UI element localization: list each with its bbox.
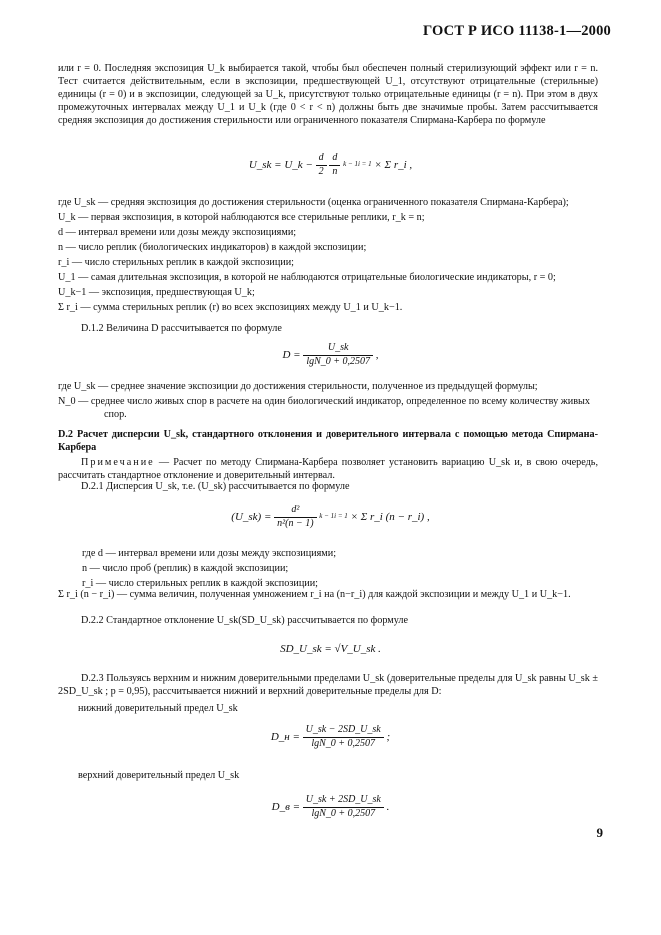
def-item: n — число проб (реплик) в каждой экспозиции; xyxy=(82,563,289,575)
def-item: U_k — первая экспозиция, в которой наблюдаются все стерильные реплики, r_k = n; xyxy=(58,212,425,224)
def-item: где U_sk — среднее значение экспозиции до достижения стерильности, полученное из предыдущей формулы; xyxy=(58,381,538,392)
sum-top: k − 1 xyxy=(319,512,335,521)
def-item: U_1 — самая длительная экспозиция, в которой не наблюдаются отрицательные биологические индикаторы, r = 0; xyxy=(58,272,556,284)
formula-d xyxy=(0,342,661,369)
def-item: где U_sk — средняя экспозиция до достижения стерильности (оценка ограниченного показателя Спирмана-Карбера); xyxy=(58,197,569,208)
formula-usk xyxy=(0,152,661,179)
formula-d-den: lgN_0 + 0,2507 xyxy=(306,355,371,367)
formula-variance-frac xyxy=(274,504,316,531)
formula-usk-frac1 xyxy=(316,152,327,179)
formula-upper-lhs: D_в = xyxy=(271,800,301,813)
sum-bottom: i = 1 xyxy=(357,160,372,169)
d22-paragraph: D.2.2 Стандартное отклонение U_sk(SD_U_sk) рассчитывается по формуле xyxy=(81,615,409,626)
formula-lower xyxy=(0,724,661,751)
formula-d-num: U_sk xyxy=(303,342,373,356)
upper-limit-label: верхний доверительный предел U_sk xyxy=(78,770,240,781)
formula-sd: SD_U_sk = √V_U_sk . xyxy=(280,643,381,655)
formula-variance-sum-limits xyxy=(319,513,348,521)
frac1-num: d xyxy=(316,152,327,166)
d12-paragraph: D.1.2 Величина D рассчитывается по формуле xyxy=(81,323,282,334)
note-paragraph xyxy=(58,456,598,482)
section-d2-heading: D.2 Расчет дисперсии U_sk, стандартного отклонения и доверительного интервала с помощью метода Спирмана-Карбера xyxy=(58,429,598,454)
lower-limit-label: нижний доверительный предел U_sk xyxy=(78,703,238,714)
formula-d-frac xyxy=(303,342,373,369)
formula-upper-den: lgN_0 + 0,2507 xyxy=(311,807,376,819)
d21-paragraph: D.2.1 Дисперсия U_sk, т.е. (U_sk) рассчитывается по формуле xyxy=(81,481,350,492)
note-label: Примечание xyxy=(81,457,155,468)
formula-variance-den: n²(n − 1) xyxy=(277,517,314,529)
def-item: d — интервал времени или дозы между экспозициями; xyxy=(58,227,297,239)
formula-variance xyxy=(0,504,661,531)
formula-upper-num: U_sk + 2SD_U_sk xyxy=(303,794,384,808)
formula-lower-lhs: D_н = xyxy=(270,730,300,743)
frac2-den: n xyxy=(332,165,338,177)
standard-header: ГОСТ Р ИСО 11138-1—2000 xyxy=(422,23,611,39)
frac1-den: 2 xyxy=(318,165,324,177)
definitions-2 xyxy=(58,380,598,423)
def-item: U_k−1 — экспозиция, предшествующая U_k; xyxy=(58,287,255,299)
formula-variance-tail: × Σ r_i (n − r_i) , xyxy=(350,510,430,523)
sum-top: k − 1 xyxy=(343,160,358,169)
def-item: Σ r_i — сумма стерильных реплик (r) во всех экспозициях между U_1 и U_k−1. xyxy=(58,302,403,314)
frac2-num: d xyxy=(329,152,340,166)
sum-bottom: i = 1 xyxy=(334,512,348,521)
def-item: где d — интервал времени или дозы между экспозициями; xyxy=(82,548,337,559)
formula-upper-frac xyxy=(303,794,384,821)
page-number: 9 xyxy=(596,825,603,840)
formula-d-tail: , xyxy=(375,348,379,361)
formula-upper-tail: . xyxy=(386,800,390,813)
def-item: N_0 — среднее число живых спор в расчете на один биологический индикатор, определенное по всему количеству живых спор. xyxy=(58,396,590,421)
formula-lower-tail: ; xyxy=(386,730,391,743)
formula-usk-tail: × Σ r_i , xyxy=(374,158,413,171)
formula-usk-frac2 xyxy=(329,152,340,179)
definitions-3-sum: Σ r_i (n − r_i) — сумма величин, полученная умножением r_i на (n−r_i) для каждой экспозиции и между U_1 и U_k−1. xyxy=(58,589,571,600)
intro-paragraph: или r = 0. Последняя экспозиция U_k выбирается такой, чтобы был обеспечен полный стерилизующий эффект или r = n. Тест считается действительным, если в экспозиции, предшествующей U_1, отсутствуют отрицательные (стерильные) единицы (r = 0) и в экспозиции, следующей за U_k, присутствуют только отрицательные единицы (r = n). При этом в двух промежуточных интервалах между U_1 и U_k (где 0 < r < n) должны быть две значимые пробы. Затем рассчитывается средняя экспозиция до достижения стерильности или ограниченного показателя Спирмана-Карбера по формуле xyxy=(58,63,598,127)
formula-lower-den: lgN_0 + 0,2507 xyxy=(311,737,376,749)
definitions-1 xyxy=(58,196,598,316)
formula-lower-frac xyxy=(303,724,384,751)
formula-variance-lhs: (U_sk) = xyxy=(231,510,272,523)
formula-d-lhs: D = xyxy=(282,348,301,361)
def-item: n — число реплик (биологических индикаторов) в каждой экспозиции; xyxy=(58,242,367,254)
def-item: r_i — число стерильных реплик в каждой экспозиции; xyxy=(82,578,319,590)
formula-upper xyxy=(0,794,661,821)
formula-usk-lhs: U_sk = U_k − xyxy=(248,158,313,171)
formula-usk-sum-limits xyxy=(343,161,372,169)
formula-lower-num: U_sk − 2SD_U_sk xyxy=(303,724,384,738)
definitions-3 xyxy=(82,547,592,592)
formula-variance-num: d² xyxy=(274,504,316,518)
def-item: r_i — число стерильных реплик в каждой экспозиции; xyxy=(58,257,295,269)
d23-paragraph: D.2.3 Пользуясь верхним и нижним доверительными пределами U_sk (доверительные пределы для U_sk равны U_sk ± 2SD_U_sk ; p = 0,95), рассчитывается нижний и верхний доверительные пределы для D: xyxy=(58,673,598,698)
note-text: — Расчет по методу Спирмана-Карбера позволяет установить вариацию U_sk и, в свою очередь, рассчитать стандартное отклонение и доверительный интервал. xyxy=(58,457,598,482)
